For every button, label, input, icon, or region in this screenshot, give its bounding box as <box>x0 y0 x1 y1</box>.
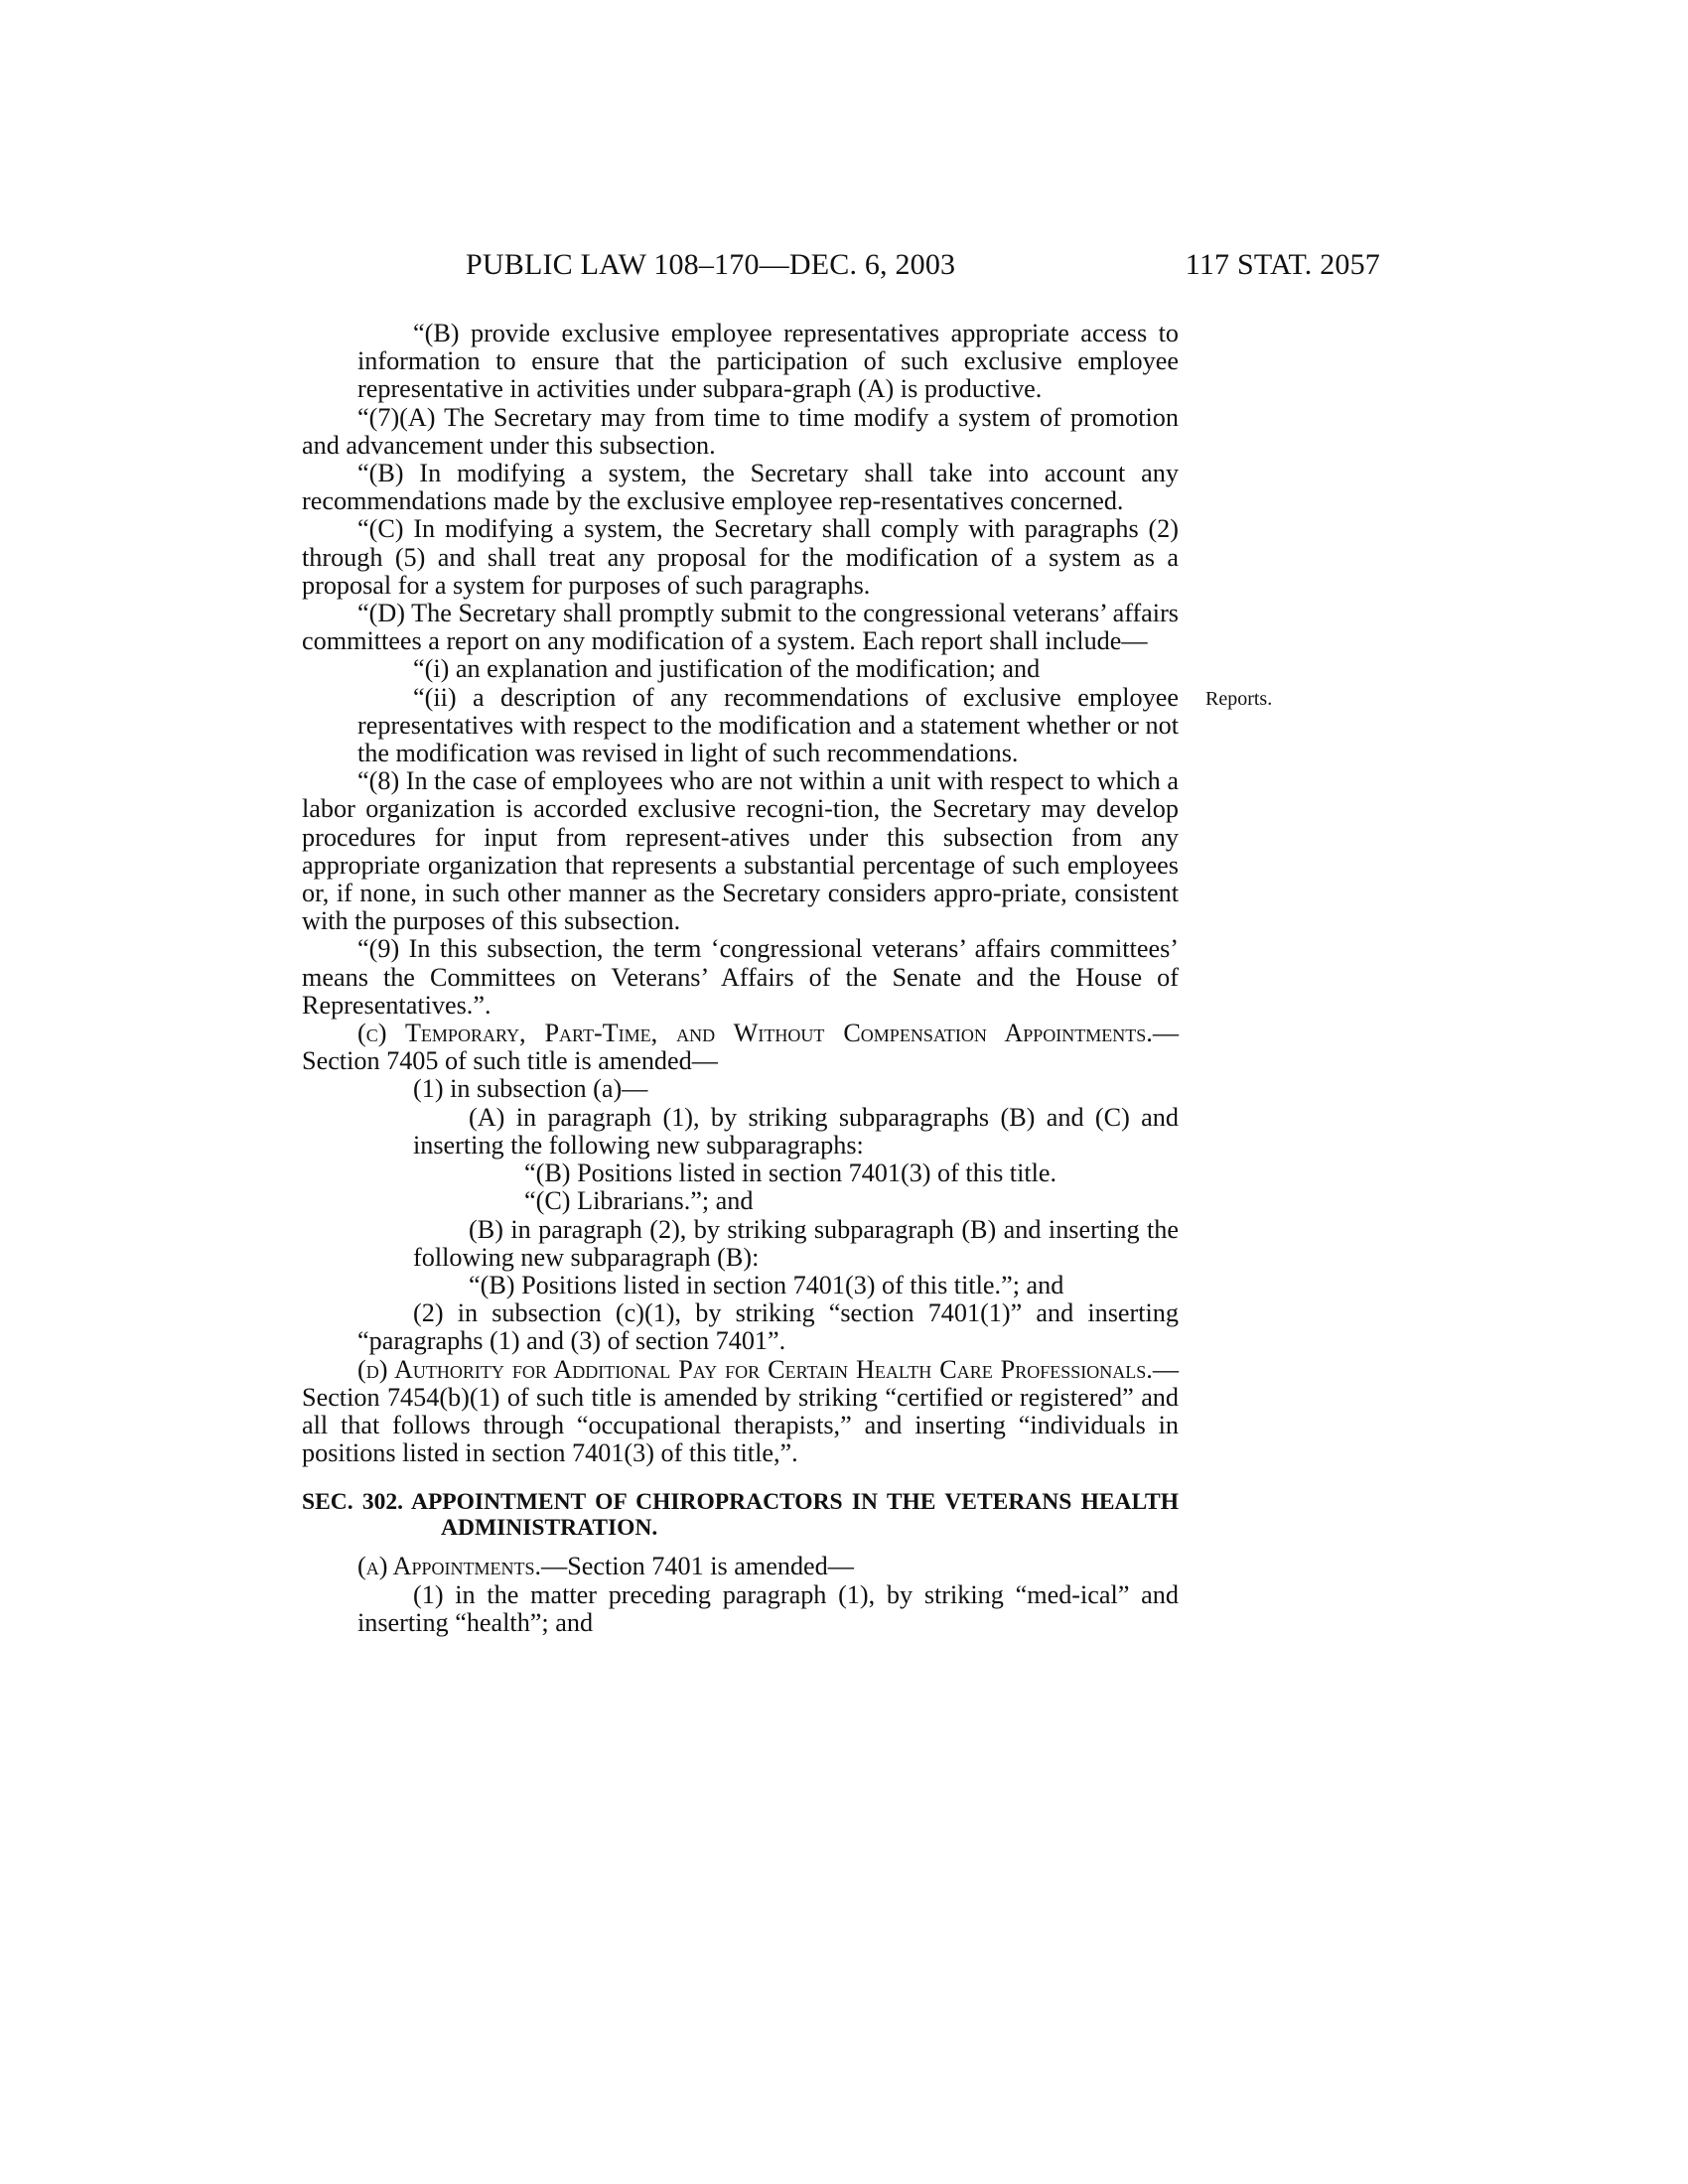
subsection-c-item-1b-b: “(B) Positions listed in section 7401(3) of this title.”; and <box>469 1270 1064 1299</box>
margin-note-reports: Reports. <box>1205 688 1273 710</box>
section-302-a-text: —Section 7401 is amended— <box>541 1552 854 1581</box>
subsection-d-heading: (d) Authority for Additional Pay for Certain Health Care Professionals. <box>357 1354 1153 1384</box>
subsection-c-item-1a-b: “(B) Positions listed in section 7401(3) of this title. <box>524 1159 1057 1188</box>
subsection-c-heading: (c) Temporary, Part-Time, and Without Compensation Appointments. <box>357 1019 1153 1048</box>
section-302-a-heading: (a) Appointments. <box>357 1552 542 1581</box>
subsection-c-text: —Section 7405 of such title is amended— <box>302 1019 1179 1076</box>
running-header <box>302 248 1380 288</box>
subsection-c <box>302 1020 1179 1075</box>
subsection-c-item-1b: (B) in paragraph (2), by striking subparagraph (B) and inserting the following new subparagraph (B): <box>413 1214 1179 1272</box>
header-stat-page: 117 STAT. 2057 <box>1185 248 1380 281</box>
subsection-d-text: —Section 7454(b)(1) of such title is amended by striking “certified or registered” and all that follows through “occupational therapists,” and inserting “individuals in positions listed in section 7401(3) of this title,”. <box>302 1354 1179 1468</box>
paragraph-8: “(8) In the case of employees who are not within a unit with respect to which a labor organization is accorded exclusive recogni-tion, the Secretary may develop procedures for input from represent-atives under this subsection from any appropriate organization that represents a substantial percentage of such employees or, if none, in such other manner as the Secretary considers appro-priate, consistent with the purposes of this subsection. <box>302 766 1179 936</box>
subsection-c-item-1a: (A) in paragraph (1), by striking subparagraphs (B) and (C) and inserting the following new subparagraphs: <box>413 1102 1179 1160</box>
section-302-a <box>302 1553 1179 1580</box>
section-302-heading: SEC. 302. APPOINTMENT OF CHIROPRACTORS IN THE VETERANS HEALTH ADMINISTRATION. <box>302 1489 1179 1542</box>
subsection-c-item-1: (1) in subsection (a)— <box>413 1074 648 1104</box>
subsection-d <box>302 1356 1179 1468</box>
paragraph-7b: “(B) In modifying a system, the Secretary shall take into account any recommendations made by the exclusive employee rep-resentatives concerned. <box>302 459 1179 516</box>
document-body <box>302 320 1179 1637</box>
paragraph-9: “(9) In this subsection, the term ‘congressional veterans’ affairs committees’ means the Committees on Veterans’ Affairs of the Senate and the House of Representatives.”. <box>302 934 1179 1020</box>
paragraph-7d-ii: “(ii) a description of any recommendations of exclusive employee representatives with respect to the modification and a statement whether or not the modification was revised in light of such recommendations. <box>357 682 1179 768</box>
section-302-a-item-1: (1) in the matter preceding paragraph (1), by striking “med-ical” and inserting “health”; and <box>357 1579 1179 1637</box>
paragraph-7c: “(C) In modifying a system, the Secretary shall comply with paragraphs (2) through (5) and shall treat any proposal for the modification of a system as a proposal for a system for purposes of such paragraphs. <box>302 514 1179 600</box>
paragraph-7d-i: “(i) an explanation and justification of the modification; and <box>413 654 1041 684</box>
subsection-c-item-2: (2) in subsection (c)(1), by striking “section 7401(1)” and inserting “paragraphs (1) and (3) of section 7401”. <box>357 1298 1179 1356</box>
header-law-title: PUBLIC LAW 108–170—DEC. 6, 2003 <box>466 248 956 281</box>
paragraph-7d: “(D) The Secretary shall promptly submit to the congressional veterans’ affairs committees a report on any modification of a system. Each report shall include— <box>302 599 1179 656</box>
paragraph-6b: “(B) provide exclusive employee representatives appropriate access to information to ensure that the participation of such exclusive employee representative in activities under subpara-graph (A) is productive. <box>357 319 1179 404</box>
paragraph-7a: “(7)(A) The Secretary may from time to time modify a system of promotion and advancement under this subsection. <box>302 402 1179 460</box>
subsection-c-item-1a-c: “(C) Librarians.”; and <box>524 1186 754 1216</box>
